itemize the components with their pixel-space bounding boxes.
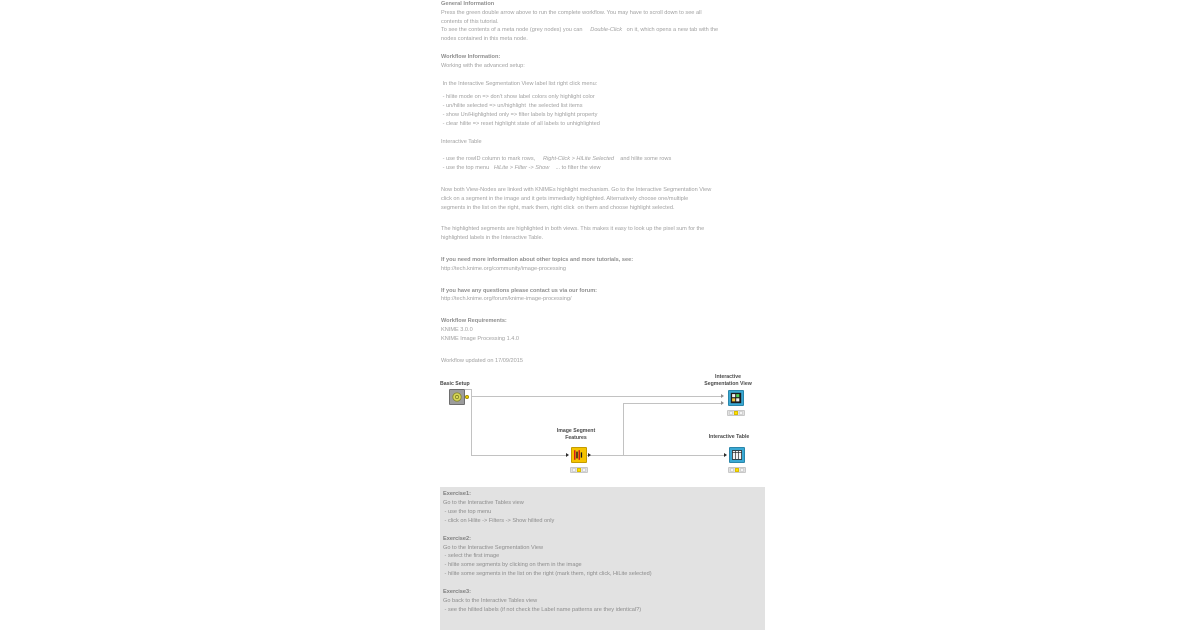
heading-workflow-requirements: Workflow Requirements: (441, 318, 507, 325)
status-light-red (729, 411, 733, 415)
heading-interactive-table: Interactive Table (441, 138, 482, 145)
linked-views-paragraph-line-2: click on a segment in the image and it gets immediatly highlighted. Alternatively choose one/multiple (441, 195, 689, 202)
requirement-knime-version: KNIME 3.0.0 (441, 326, 473, 333)
node-label-interactive-segmentation-view (692, 374, 764, 387)
node-basic-setup[interactable] (449, 389, 465, 405)
general-information-metanode-line (441, 26, 771, 35)
node-image-segment-features[interactable] (571, 447, 587, 463)
metanode-line-suffix: on it, which opens a new tab with the (626, 27, 719, 34)
spacer (441, 344, 771, 357)
status-light-green (739, 411, 743, 415)
connector-basic-setup-riser (471, 389, 472, 396)
heading-workflow-information: Workflow Information: (441, 53, 501, 60)
spacer (441, 44, 771, 53)
status-light-yellow (734, 411, 738, 415)
spacer (441, 146, 771, 155)
spacer (441, 274, 771, 287)
exercise-2-heading: Exercise2: (443, 535, 471, 542)
general-information-metanode-cont: nodes contained in this meta node. (441, 36, 528, 43)
node-label-line-2: Segmentation View (704, 380, 752, 387)
exercise-1-line-2: - use the top menu (443, 508, 492, 515)
node-input-port-image-segment-features[interactable] (566, 453, 569, 457)
node-label-image-segment-features (538, 428, 614, 441)
exercise-1-line-1: Go to the Interactive Tables view (443, 499, 524, 506)
status-light-red (572, 468, 576, 472)
spacer (441, 304, 771, 317)
segmentation-view-context: In the Interactive Segmentation View label list right click menu: (441, 80, 598, 87)
workflow-canvas[interactable] (440, 372, 770, 477)
node-label-line-1: Interactive Table (708, 434, 750, 440)
node-input-port-segview-2[interactable] (721, 401, 724, 405)
metanode-icon (450, 390, 464, 404)
segmentation-view-icon (729, 391, 743, 405)
status-light-red (730, 468, 734, 472)
hilite-bullet-3: - show Un/Highlighted only => filter labels by highlight property (441, 111, 598, 118)
hilite-bullet-4: - clear hilite => reset highlight state of all labels to unhighlighted (441, 120, 600, 127)
spacer (443, 526, 765, 535)
menu-prefix: - use the top menu (441, 165, 490, 172)
link-forum[interactable]: http://tech.knime.org/forum/knime-image-processing/ (441, 296, 572, 303)
spacer (441, 212, 771, 225)
exercise-3-heading: Exercise3: (443, 589, 471, 596)
metanode-line-prefix: To see the contents of a meta node (grey nodes) you can (441, 27, 583, 34)
node-status-interactive-table (728, 467, 746, 473)
spacer (443, 579, 765, 588)
connector-features-to-segview-riser (623, 403, 624, 455)
exercise-3-line-2: - see the hilited labels (if not check the Label name patterns are they identical?) (443, 606, 642, 613)
pixel-sum-paragraph-line-2: highlighted labels in the Interactive Table. (441, 235, 544, 242)
tutorial-annotation-column (441, 0, 771, 365)
node-interactive-table[interactable] (729, 447, 745, 463)
status-light-yellow (735, 468, 739, 472)
requirement-image-processing-version: KNIME Image Processing 1.4.0 (441, 335, 520, 342)
node-status-segmentation-view (727, 410, 745, 416)
general-information-line-2: contents of this tutorial. (441, 18, 499, 25)
workflow-updated-date: Workflow updated on 17/09/2015 (441, 357, 523, 364)
hilite-bullet-2: - un/hilite selected => un/highlight the selected list items (441, 103, 583, 110)
spacer (441, 129, 771, 138)
heading-general-information: General Information (441, 1, 495, 7)
node-output-port-basic-setup[interactable] (465, 395, 469, 399)
general-information-line-1: Press the green double arrow above to run the complete workflow. You may have to scroll down to see all (441, 9, 702, 16)
status-light-green (582, 468, 586, 472)
node-input-port-segview-1[interactable] (721, 394, 724, 398)
exercises-content (440, 487, 765, 615)
metanode-line-italic: Double-Click (590, 27, 622, 34)
rowid-suffix: and hilite some rows (620, 156, 672, 163)
exercise-2-line-2: - select the first image (443, 553, 500, 560)
heading-more-information: If you need more information about other topics and more tutorials, see: (441, 256, 634, 263)
menu-suffix: ... to filter the view (555, 165, 601, 172)
spacer (441, 173, 771, 186)
rowid-prefix: - use the rowID column to mark rows, (441, 156, 536, 163)
node-label-basic-setup: Basic Setup (440, 381, 470, 387)
node-output-port-image-segment-features[interactable] (588, 453, 591, 457)
node-label-interactive-table (696, 434, 762, 441)
interactive-table-menu-line (441, 164, 771, 173)
exercise-1-heading: Exercise1: (443, 491, 471, 497)
image-segment-features-icon (572, 448, 586, 462)
connector-basic-setup-dropper (471, 396, 472, 455)
spacer (441, 71, 771, 80)
connector-features-to-segview-top (623, 403, 721, 404)
node-input-port-interactive-table[interactable] (724, 453, 727, 457)
node-label-line-1: Image Segment (556, 428, 596, 434)
menu-italic: HiLite > Filter -> Show (493, 165, 550, 172)
spacer (441, 243, 771, 256)
linked-views-paragraph-line-3: segments in the list on the right, mark them, right click on them and choose highlight selected. (441, 204, 675, 211)
node-label-line-1: Interactive (715, 374, 741, 380)
pixel-sum-paragraph-line-1: The highlighted segments are highlighted in both views. This makes it easy to look up the pixel sum for the (441, 226, 705, 233)
heading-forum: If you have any questions please contact us via our forum: (441, 287, 598, 294)
exercise-3-line-1: Go back to the Interactive Tables view (443, 598, 538, 605)
exercise-2-line-4: - hilite some segments in the list on the right (mark them, right click, HiLite selected) (443, 571, 652, 578)
rowid-italic: Right-Click > HiLite Selected (542, 156, 615, 163)
connector-basic-setup-to-segview-top (471, 396, 721, 397)
interactive-table-rowid-line (441, 155, 771, 164)
node-label-line-2: Features (565, 434, 587, 441)
exercise-2-line-1: Go to the Interactive Segmentation View (443, 544, 544, 551)
node-status-image-segment-features (570, 467, 588, 473)
link-community-image-processing[interactable]: http://tech.knime.org/community/image-processing (441, 265, 566, 272)
status-light-yellow (577, 468, 581, 472)
status-light-green (740, 468, 744, 472)
linked-views-paragraph-line-1: Now both View-Nodes are linked with KNIMEs highlight mechanism. Go to the Interactive Segmentation View (441, 186, 712, 193)
connector-basic-setup-to-image-segment-features (471, 455, 566, 456)
hilite-bullet-1: - hilite mode on => don't show label colors only highlight color (441, 94, 595, 101)
exercise-2-line-3: - hilite some segments by clicking on them in the image (443, 562, 582, 569)
workflow-information-subheading: Working with the advanced setup: (441, 62, 525, 69)
node-interactive-segmentation-view[interactable] (728, 390, 744, 406)
exercise-1-line-3: - click on Hilite -> Filters -> Show hilited only (443, 517, 555, 524)
exercises-panel (440, 487, 765, 630)
connector-features-to-interactive-table (587, 455, 724, 456)
table-icon (730, 448, 744, 462)
